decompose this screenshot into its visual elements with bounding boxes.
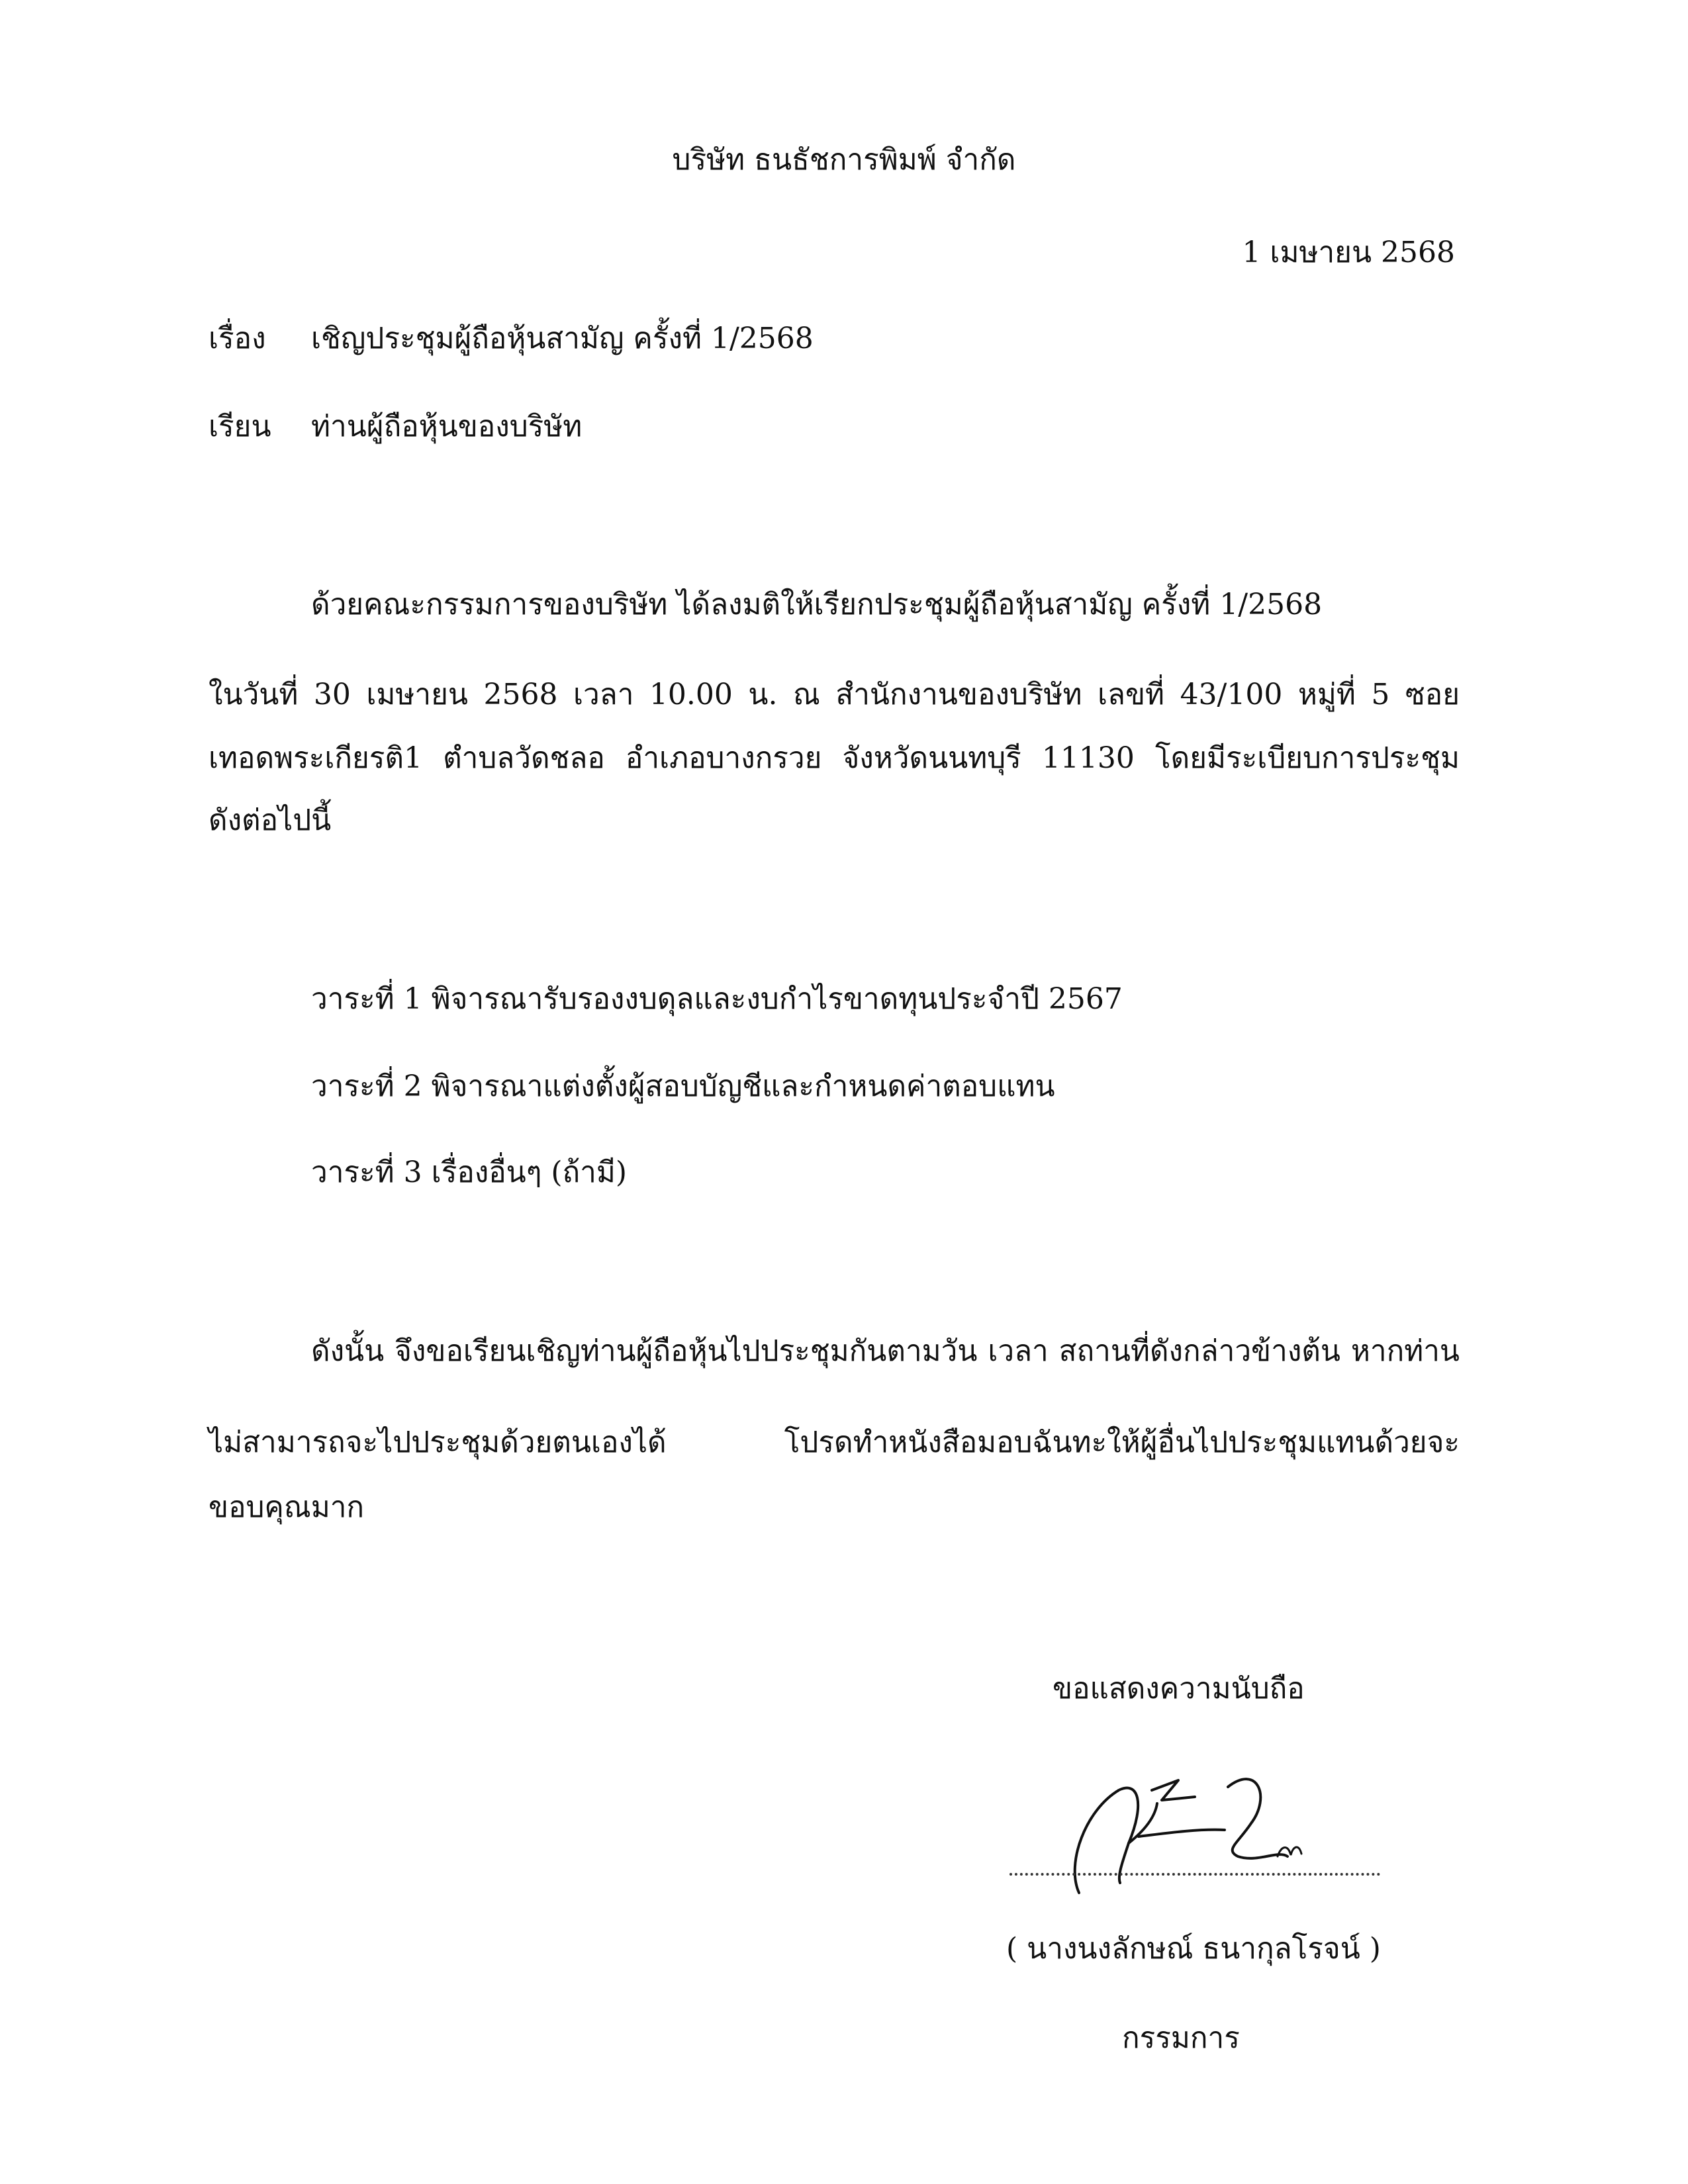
letter-date: 1 เมษายน 2568 [1242,236,1455,269]
intro-line-4: ดังต่อไปนี้ [209,803,332,837]
agenda-item-2: วาระที่ 2 พิจารณาแต่งตั้งผู้สอบบัญชีและกำหนดค่าตอบแทน [311,1069,1055,1103]
closing-phrase: ขอแสดงความนับถือ [1053,1672,1305,1706]
conclusion-line-1: ดังนั้น จึงขอเรียนเชิญท่านผู้ถือหุ้นไปประชุมกันตามวัน เวลา สถานที่ดังกล่าวข้างต้น หากท่าน [311,1334,1460,1368]
company-name: บริษัท ธนธัชการพิมพ์ จำกัด [672,143,1016,177]
conclusion-line-2: ไม่สามารถจะไปประชุมด้วยตนเองได้ โปรดทำหนังสือมอบฉันทะให้ผู้อื่นไปประชุมแทนด้วยจะ [209,1426,1460,1459]
subject-label: เรื่อง [209,322,266,355]
agenda-item-1: วาระที่ 1 พิจารณารับรองงบดุลและงบกำไรขาดทุนประจำปี 2567 [311,982,1123,1016]
intro-line-1: ด้วยคณะกรรมการของบริษัท ได้ลงมติให้เรียกประชุมผู้ถือหุ้นสามัญ ครั้งที่ 1/2568 [311,588,1323,621]
recipient-label: เรียน [209,410,271,443]
subject-value: เชิญประชุมผู้ถือหุ้นสามัญ ครั้งที่ 1/2568 [311,322,814,355]
intro-line-3: เทอดพระเกียรติ1 ตำบลวัดชลอ อำเภอบางกรวย จังหวัดนนทบุรี 11130 โดยมีระเบียบการประชุม [209,741,1460,775]
signature-line [1009,1873,1380,1876]
recipient-value: ท่านผู้ถือหุ้นของบริษัท [311,410,583,443]
handwritten-signature [1039,1751,1357,1909]
intro-line-2: ในวันที่ 30 เมษายน 2568 เวลา 10.00 น. ณ สำนักงานของบริษัท เลขที่ 43/100 หมู่ที่ 5 ซอย [209,678,1460,711]
signer-position: กรรมการ [1122,2021,1240,2055]
agenda-item-3: วาระที่ 3 เรื่องอื่นๆ (ถ้ามี) [311,1156,628,1189]
conclusion-line-3: ขอบคุณมาก [209,1490,365,1524]
signer-name: ( นางนงลักษณ์ ธนากุลโรจน์ ) [1006,1932,1381,1966]
